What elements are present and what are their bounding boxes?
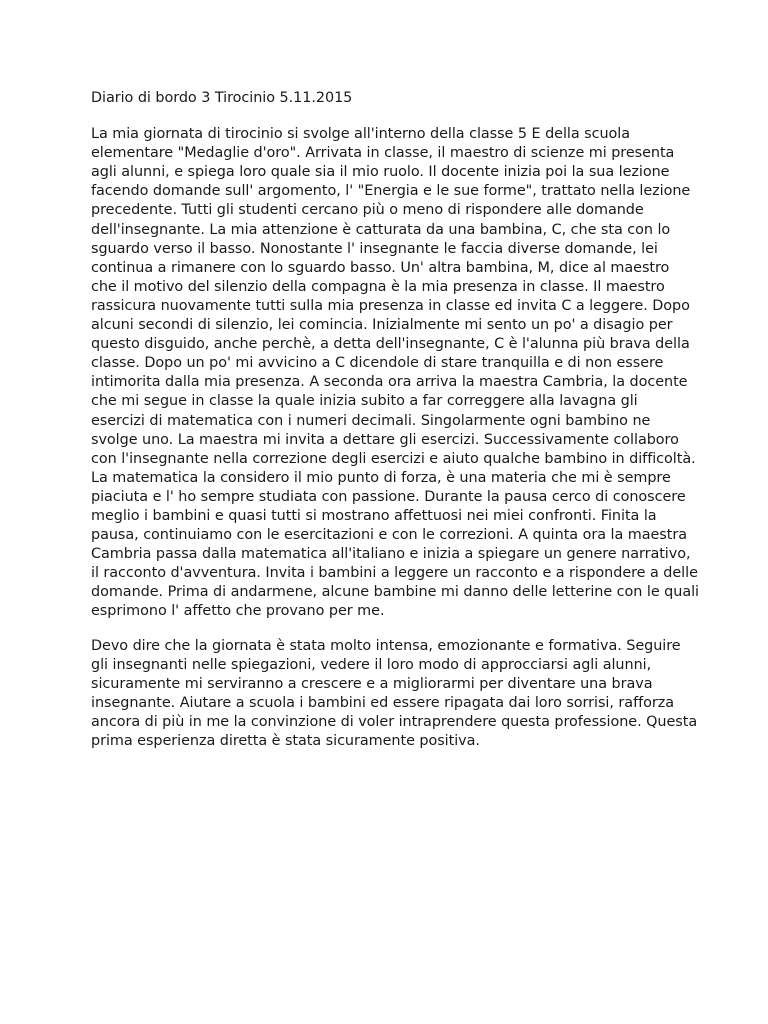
- text-line: elementare "Medaglie d'oro". Arrivata in classe, il maestro di scienze mi presenta: [91, 145, 675, 162]
- text-line: svolge uno. La maestra mi invita a dettare gli esercizi. Successivamente collaboro: [91, 431, 679, 448]
- text-line: intimorita dalla mia presenza. A seconda ora arriva la maestra Cambria, la docente: [91, 374, 688, 391]
- text-line: classe. Dopo un po' mi avvicino a C dicendole di stare tranquilla e di non essere: [91, 355, 664, 372]
- text-line: continua a rimanere con lo sguardo basso. Un' altra bambina, M, dice al maestro: [91, 259, 670, 276]
- text-line: La mia giornata di tirocinio si svolge all'interno della classe 5 E della scuola: [91, 126, 631, 143]
- text-line: domande. Prima di andarmene, alcune bambine mi danno delle letterine con le quali: [91, 584, 699, 601]
- text-line: piaciuta e l' ho sempre studiata con passione. Durante la pausa cerco di conoscere: [91, 488, 686, 505]
- paragraph-1: [91, 125, 713, 621]
- text-line: sicuramente mi serviranno a crescere e a migliorarmi per diventare una brava: [91, 675, 653, 692]
- text-line: agli alunni, e spiega loro quale sia il mio ruolo. Il docente inizia poi la sua lezione: [91, 164, 670, 181]
- text-line: Cambria passa dalla matematica all'italiano e inizia a spiegare un genere narrativo,: [91, 546, 691, 563]
- paragraph-2: [91, 637, 713, 752]
- text-line: esprimono l' affetto che provano per me.: [91, 603, 385, 620]
- text-line: precedente. Tutti gli studenti cercano più o meno di rispondere alle domande: [91, 202, 644, 219]
- text-line: Devo dire che la giornata è stata molto intensa, emozionante e formativa. Seguire: [91, 637, 681, 654]
- text-line: dell'insegnante. La mia attenzione è catturata da una bambina, C, che sta con lo: [91, 221, 671, 238]
- text-line: insegnante. Aiutare a scuola i bambini ed essere ripagata dai loro sorrisi, rafforza: [91, 694, 674, 711]
- text-line: La matematica la considero il mio punto di forza, è una materia che mi è sempre: [91, 469, 671, 486]
- text-line: alcuni secondi di silenzio, lei comincia. Inizialmente mi sento un po' a disagio per: [91, 317, 673, 334]
- text-line: meglio i bambini e quasi tutti si mostrano affettuosi nei miei confronti. Finita la: [91, 507, 657, 524]
- text-line: ancora di più in me la convinzione di voler intraprendere questa professione. Questa: [91, 713, 698, 730]
- text-line: con l'insegnante nella correzione degli esercizi e aiuto qualche bambino in difficoltà.: [91, 450, 696, 467]
- text-line: il racconto d'avventura. Invita i bambini a leggere un racconto e a rispondere a delle: [91, 565, 698, 582]
- document-body: [91, 89, 713, 766]
- text-line: gli insegnanti nelle spiegazioni, vedere il loro modo di approcciarsi agli alunni,: [91, 656, 652, 673]
- text-line: questo disguido, anche perchè, a detta dell'insegnante, C è l'alunna più brava della: [91, 336, 690, 353]
- text-line: rassicura nuovamente tutti sulla mia presenza in classe ed invita C a leggere. Dopo: [91, 297, 690, 314]
- document-title: Diario di bordo 3 Tirocinio 5.11.2015: [91, 90, 353, 106]
- text-line: prima esperienza diretta è stata sicuramente positiva.: [91, 733, 480, 749]
- text-line: che il motivo del silenzio della compagna è la mia presenza in classe. Il maestro: [91, 278, 665, 295]
- text-line: che mi segue in classe la quale inizia subito a far correggere alla lavagna gli: [91, 393, 638, 410]
- text-line: pausa, continuiamo con le esercitazioni e con le correzioni. A quinta ora la maestra: [91, 527, 687, 544]
- text-line: facendo domande sull' argomento, l' "Energia e le sue forme", trattato nella lezione: [91, 183, 691, 200]
- text-line: esercizi di matematica con i numeri decimali. Singolarmente ogni bambino ne: [91, 412, 651, 429]
- text-line: sguardo verso il basso. Nonostante l' insegnante le faccia diverse domande, lei: [91, 240, 658, 257]
